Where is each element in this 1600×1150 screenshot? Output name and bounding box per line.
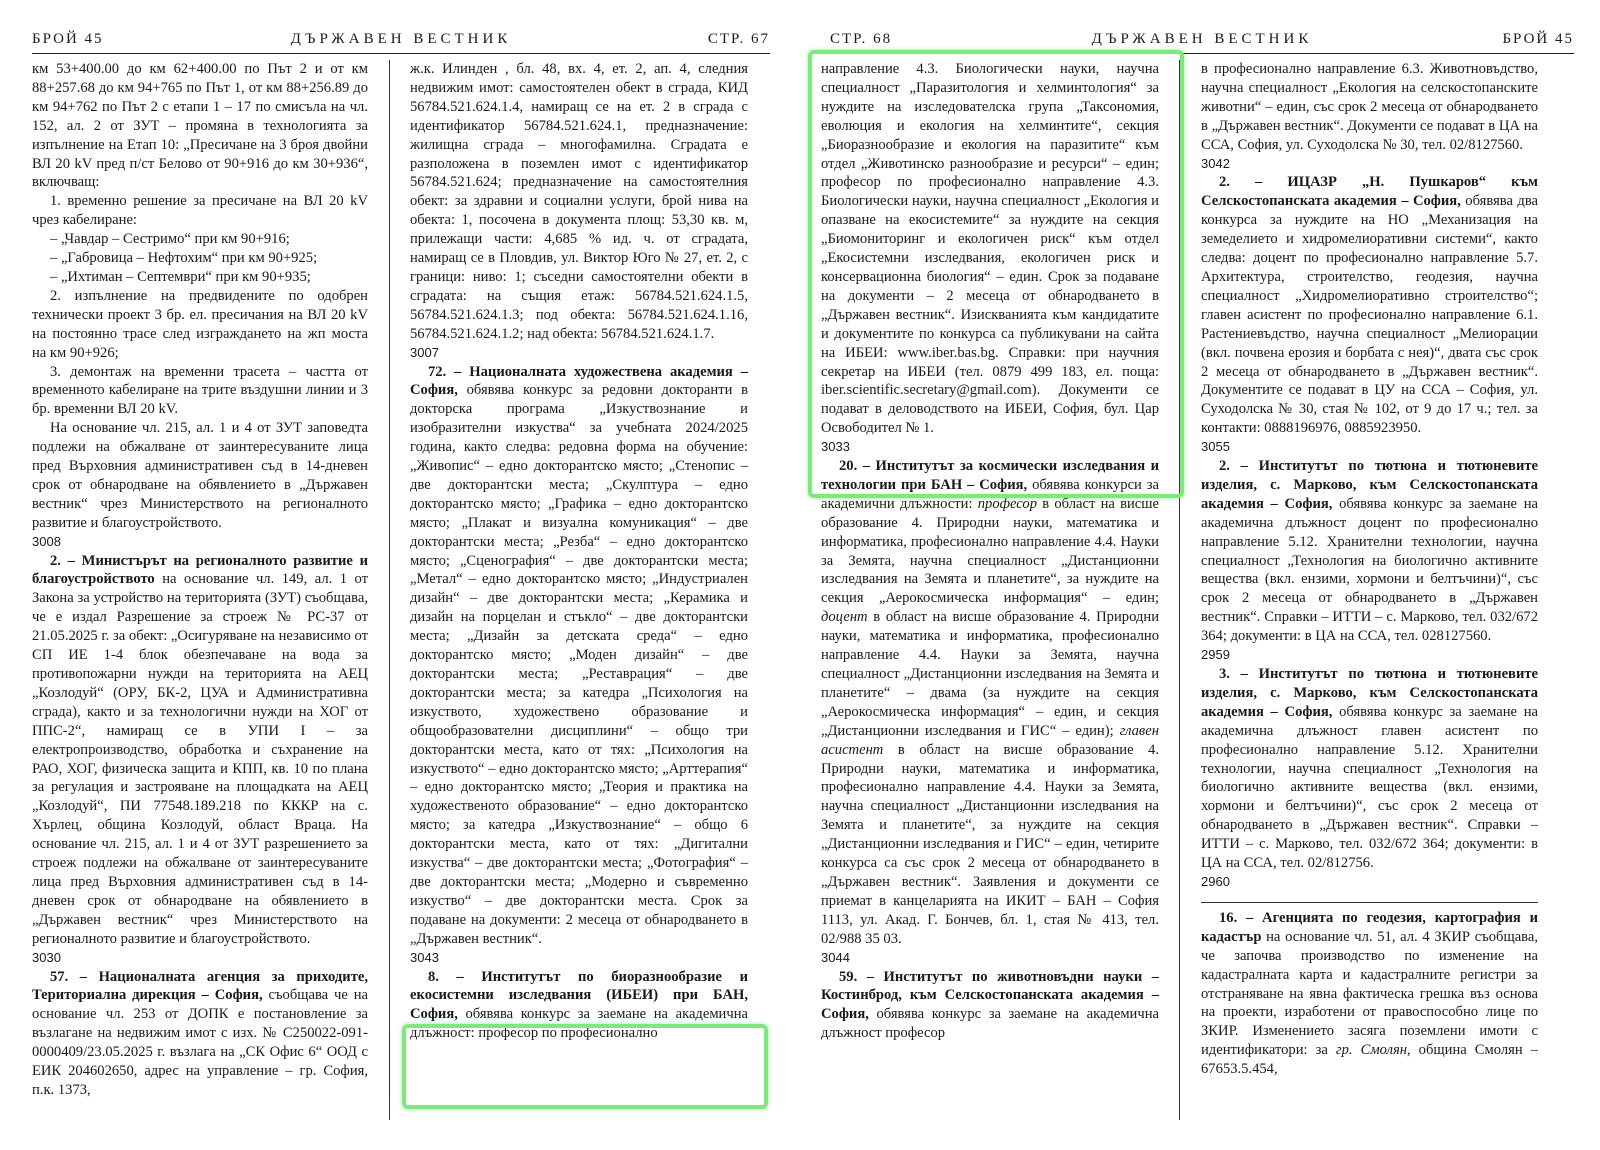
issue-number: БРОЙ 45 <box>32 31 104 47</box>
notice-body: в област на висше образование 4. Природни науки, математика и информатика, професионално направление 4.4. Науки за Земята, научна специалност „Дистанционни изследвания на Земята и планетите“ – двама (за нуждите на секция „Аерокосмическа информация“ – един, и секция „Дистанционни изследвания и ГИС“ – един); <box>821 609 1159 739</box>
paragraph: в професионално направление 6.3. Животновъдство, научна специалност „Екология на селскостопанските животни“ – един, със срок 2 месеца от обнародването в „Държавен вестник“. Документи се подават в ЦА на ССА, София, ул. Суходолска № 30, тел. 02/8127560. <box>1201 61 1538 153</box>
paragraph: км 53+400.00 до км 62+400.00 по Път 2 и от км 88+257.68 до км 94+765 по Път 1, от км 88+256.89 до км 94+762 по Път 2 с етапи 1 – 17 по смисъла на чл. 152, ал. 2 от ЗУТ – промяна в технологията за изпълнение на Етап 10: „Пресичане на 3 броя двойни ВЛ 20 kV пред п/ст Белово от 90+916 до км 30+936“, включващ: <box>32 61 368 191</box>
section-divider <box>1201 902 1538 903</box>
publication-title: ДЪРЖАВЕН ВЕСТНИК <box>290 31 512 47</box>
notice-heading: 2. – ИЦАЗР „Н. Пушкаров“ към Селскостопанската академия – София, <box>1201 174 1538 210</box>
paragraph: направление 4.3. Биологически науки, научна специалност „Паразитология и хелминтология“ за нуждите на изследователска група „Таксономия, еволюция и екология на хелминтите“, секция „Биоразнообразие и екология на паразитите“ към отдел „Животинско разнообразие и ресурси“ – един; професор по професионално направление 4.3. Биологически науки, научна специалност „Екология и опазване на екосистемите“ за нуждите на секция „Биомониторинг и екологичен риск“ към отдел „Екосистемни изследвания, екологичен риск и консервационна биология“ – един. Срок за подаване на документи – 2 месеца от обнародването в „Държавен вестник“. Изискванията към кандидатите и документите по конкурса са публикувани на сайта на ИБЕИ: www.iber.bas.bg. Справки: при научния секретар на ИБЕИ (тел. 0879 499 183, ел. поща: iber.scientific.secretary@gmail.com). Документи се подават в деловодството на ИБЕИ, София, бул. Цар Освободител № 1. <box>821 61 1159 437</box>
notice-number: 3042 <box>1201 155 1230 171</box>
column-2 <box>410 60 748 1043</box>
notice-number: 3033 <box>821 439 850 455</box>
notice-number: 3008 <box>32 533 61 549</box>
notice <box>32 552 368 949</box>
column-divider <box>1179 60 1180 1120</box>
right-page <box>821 0 1600 1150</box>
publication-title: ДЪРЖАВЕН ВЕСТНИК <box>1091 31 1313 47</box>
notice-heading: 20. – Институтът за космически изследвания и технологии при БАН – София, <box>821 458 1159 493</box>
list-item: – „Чавдар – Сестримо“ при км 90+916; <box>50 231 290 248</box>
paragraph: На основание чл. 215, ал. 1 и 4 от ЗУТ заповедта подлежи на обжалване от заинтересуваните лица пред Върховния административен съд в 14-дневен срок от обнародване на обявлението в „Държавен вестник“ чрез Министерството на регионалното развитие и благоустройството. <box>32 420 368 531</box>
notice-body: съобщава че на основание чл. 253 от ДОПК е постановление за възлагане на недвижим имот с изх. № С250022-091-0000409/23.05.2025 г. възлага на „СК Офис 6“ ООД с ЕИК 204602650, адрес на управление – гр. София, п.к. 1373, <box>32 987 368 1098</box>
notice <box>410 968 748 1044</box>
page-number: СТР. 67 <box>707 31 770 47</box>
notice-body: обявява конкурс за заемане на академична длъжност професор <box>821 1006 1159 1042</box>
notice-body: обявява конкурс за заемане на академична длъжност: професор по професионално <box>410 1006 748 1042</box>
notice-body: обявява конкурси за академични длъжности: <box>821 476 1159 512</box>
notice-heading: 59. – Институтът по животновъдни науки – Костинброд, към Селскостопанската академия – София, <box>821 968 1159 1023</box>
notice-body: обявява конкурс за заемане на академична длъжност доцент по професионално направление 5.12. Хранителни технологии, научна специалност „Технология на биологично активните вещества (вкл. ензими, хормони и белтъчини)“, със срок 2 месеца от обнародването в „Държавен вестник“. Справки – ИТТИ – с. Марково, тел. 032/672 364; документи: в ЦА на ССА, тел. 028127560. <box>1201 495 1538 645</box>
column-2 <box>1201 60 1538 1079</box>
notice-heading: 8. – Институтът по биоразнообразие и екосистемни изследвания (ИБЕИ) при БАН, София, <box>410 968 748 1023</box>
notice-number: 3044 <box>821 949 850 965</box>
page-header <box>830 31 1574 54</box>
notice <box>1201 457 1538 646</box>
notice-body: в област на висше образование 4. Природни науки, математика и информатика, професионално направление 4.4. Науки за Земята, научна специалност „Дистанционни изследвания на Земята и планетите“, за нуждите на секция „Аерокосмическа информация“ – един; <box>821 495 1160 607</box>
notice-body: , община Смолян – 67653.5.454, <box>1201 1042 1538 1078</box>
paragraph: 2. изпълнение на предвидените по одобрен технически проект 3 бр. ел. пресичания на ВЛ 20 kV на постоянно трасе след изграждането на жп моста на км 90+926; <box>32 287 368 361</box>
page-number: СТР. 68 <box>830 31 893 47</box>
column-1 <box>32 60 368 1100</box>
notice-body: обявява два конкурса за нуждите на НО „Механизация на земеделието и хидромелиоративни системи“, както следва: доцент по професионално направление 5.7. Архитектура, строителство, геодезия, научна специалност „Хидромелиоративно строителство“; главен асистент по професионално направление 6.1. Растениевъдство, научна специалност „Мелиорации (вкл. почвена ерозия и борбата с нея)“, двата със срок 2 месеца от обнародването в „Държавен вестник“. Документите се подават в ЦУ на ССА – София, ул. Суходолска № 30, стая № 102, от 9 до 17 ч.; тел. за контакти: 0888196976, 0885923950. <box>1201 193 1538 437</box>
notice-body: на основание чл. 149, ал. 1 от Закона за устройство на територията (ЗУТ) съобщава, че е издал Разрешение за строеж № РС-37 от 21.05.2025 г. за обект: „Осигуряване на независимо от СП ИЕ 1-4 блок обезпечаване на вода за противопожарни нужди на територията на АЕЦ „Козлодуй“ (ОРУ, БК-2, ЦУА и Административна сграда), както и за технологични нужди на ХОГ от ППС-2“, намиращ се в УПИ I – за електропроизводство, обработка и съхранение на РАО, ХОГ, физическа защита и КПП, кв. 10 по плана за регулация и застрояване на площадката на АЕЦ „Козлодуй“, ПИ 77548.189.218 по КККР на с. Хърлец, община Козлодуй, област Враца. На основание чл. 215, ал. 1 и 4 от ЗУТ разрешението за строеж подлежи на обжалване от заинтересуваните лица пред Върховния административен съд в 14-дневен срок от обнародване на обявлението в „Държавен вестник“ чрез Министерството на регионалното развитие и благоустройството. <box>32 571 368 947</box>
notice <box>821 457 1159 949</box>
paragraph: 1. временно решение за пресичане на ВЛ 20 kV чрез кабелиране: <box>32 193 368 229</box>
page-header <box>32 31 770 54</box>
issue-number: БРОЙ 45 <box>1502 31 1574 47</box>
notice-number: 3030 <box>32 949 61 965</box>
column-1 <box>821 60 1159 1043</box>
list-item: – „Габровица – Нефтохим“ при км 90+925; <box>50 250 318 267</box>
notice-number: 3007 <box>410 344 439 360</box>
emphasis: главен асистент <box>821 722 1159 758</box>
notice-number: 2959 <box>1201 647 1230 663</box>
list-item: – „Ихтиман – Септември“ при км 90+935; <box>50 268 311 285</box>
notice-heading: 2. – Министърът на регионалното развитие и благоустройството <box>32 552 368 588</box>
left-page <box>0 0 790 1150</box>
column-divider <box>389 60 390 1120</box>
notice-heading: 3. – Институтът по тютюна и тютюневите изделия, с. Марково, към Селскостопанската академия – София, <box>1201 666 1538 720</box>
notice-number: 3055 <box>1201 439 1230 455</box>
notice-number: 2960 <box>1201 873 1230 889</box>
notice <box>821 968 1159 1044</box>
notice <box>1201 173 1538 438</box>
emphasis: гр. Смолян <box>1335 1042 1407 1059</box>
notice <box>1201 909 1538 1079</box>
emphasis: доцент <box>821 609 868 626</box>
notice-body: обявява конкурс за заемане на академична длъжност главен асистент по професионално направление 5.12. Хранителни технологии, научна специалност „Технология на биологично активните вещества (вкл. ензими, хормони и белтъчини)“, със срок 2 месеца от обнародването в „Държавен вестник“. Справки – ИТТИ – с. Марково, тел. 032/672 364; документи: в ЦА на ССА, тел. 02/812756. <box>1201 703 1538 872</box>
notice-number: 3043 <box>410 949 439 965</box>
paragraph: ж.к. Илинден , бл. 48, вх. 4, ет. 2, ап. 4, следния недвижим имот: самостоятелен обект в сграда, КИД 56784.521.624.1.4, намиращ се на ет. 2 в сграда с идентификатор 56784.521.624.1, предназначение: жилищна сграда – многофамилна. Сградата е разположена в поземлен имот с идентификатор 56784.521.624; предназначение на самостоятелния обект: за здравни и социални услуги, брой нива на обекта: 1, посочена в документа площ: 53,30 кв. м, прилежащи части: 4,685 % ид. ч. от сградата, намиращ се в Пловдив, ул. Виктор Юго № 27, ет. 2, с граници: ниво: 1; съседни самостоятелни обекти в сградата: на същия етаж: 56784.521.624.1.5, 56784.521.624.1.3; под обекта: 56784.521.624.1.16, 56784.521.624.1.2; над обекта: 56784.521.624.1.7. <box>410 61 748 342</box>
paragraph: 3. демонтаж на временни трасета – частта от временното кабелиране на трите въздушни линии и 3 бр. временни ВЛ 20 kV. <box>32 363 368 418</box>
notice-body: на основание чл. 51, ал. 4 ЗКИР съобщава, че започва производство по изменение на кадастралната карта и кадастралните регистри за отстраняване на явна фактическа грешка въз основа на проекти, изработени от правоспособно лице по ЗКИР. Изменението засяга поземлени имоти с идентификатори: за <box>1201 928 1538 1059</box>
notice-heading: 2. – Институтът по тютюна и тютюневите изделия, с. Марково, към Селскостопанската академия – София, <box>1201 458 1538 512</box>
notice <box>32 968 368 1100</box>
notice-body: в област на висше образование 4. Природни науки, математика и информатика, професионално направление 4.4. Науки за Земята, научна специалност „Дистанционни изследвания на Земята и планетите“, за нуждите на секция „Дистанционни изследвания и ГИС“ – един, четирите конкурса са със срок 2 месеца от обнародването в „Държавен вестник“. Заявления и документи се приемат в канцеларията на ИКИТ – БАН – София 1113, ул. Акад. Г. Бончев, бл. 1, стая № 413, тел. 02/988 35 03. <box>821 741 1159 947</box>
notice <box>1201 665 1538 873</box>
notice <box>410 363 748 949</box>
notice-heading: 16. – Агенцията по геодезия, картография и кадастър <box>1201 909 1538 945</box>
notice-body: обявява конкурс за редовни докторанти в докторска програма „Изкуствознание и изобразителни изкуства“ за учебната 2024/2025 година, както следва: редовна форма на обучение: „Живопис“ – едно докторантско място; „Стенопис – две докторантски места; „Скулптура – едно докторантско място; „Графика – едно докторантско място; „Плакат и визуална комуникация“ – две докторантски места; „Резба“ – едно докторантско място; „Сценография“ – две докторантски места; „Метал“ – едно докторантско място; „Индустриален дизайн“ – две докторантски места; „Керамика и дизайн на порцелан и стъкло“ – две докторантски места; „Дизайн за детската среда“ – едно докторантско място; „Моден дизайн“ – две докторантски места; „Реставрация“ – две докторантски места; за катедра „Психология на изкуството, художествено образование и общообразователни дисциплини“ – общо три докторантски места, като от тях: „Психология на изкуството“ – едно докторантско място; „Арттерапия“ – едно докторантско място; „Теория и практика на художественото образование“ – едно докторантско място; за катедра „Изкуствознание“ – общо 6 докторантски места, като от тях: „Дигитални изкуства“ – две докторантски места; „Фотография“ – две докторантски места; „Модерно и съвременно изкуство“ – две докторантски места. Срок за подаване на документи: 2 месеца от обнародването в „Държавен вестник“. <box>410 382 748 947</box>
emphasis: професор <box>977 495 1037 512</box>
notice-heading: 57. – Националната агенция за приходите, Териториална дирекция – София, <box>32 968 368 1004</box>
notice-heading: 72. – Националната художествена академия – София, <box>410 363 748 399</box>
